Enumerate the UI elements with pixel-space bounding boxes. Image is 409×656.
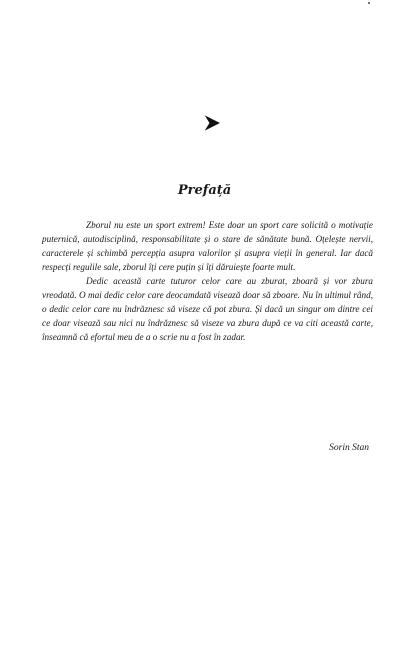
paper-plane-arrow-icon xyxy=(202,112,222,132)
page-speck xyxy=(368,2,370,4)
preface-paragraph-2: Dedic această carte tuturor celor care au zburat, zboară și vor zbura vreodată. O mai dedic celor care deocamdată visează doar să zboare. Nu în ultimul rând, o dedic celor care nu îndrăznesc să viseze că pot zbura. Și dacă un singur om dintre cei ce doar visează sau nici nu îndrăznesc să viseze va zbura după ce va citi această carte, înseamnă că efortul meu de a o scrie nu a fost în zadar. xyxy=(42,276,373,342)
preface-body xyxy=(42,218,373,344)
author-signature: Sorin Stan xyxy=(329,443,369,453)
preface-title: Prefață xyxy=(177,183,232,198)
preface-paragraph-1: Zborul nu este un sport extrem! Este doar un sport care solicită o motivație puternică, autodisciplină, responsabilitate și o stare de sănătate bună. Oțelește nervii, caracterele și schimbă percepția asupra valorilor și asupra vieții în general. Iar dacă respecți regulile sale, zborul îți cere puțin și îți dăruiește foarte mult. xyxy=(42,220,373,272)
